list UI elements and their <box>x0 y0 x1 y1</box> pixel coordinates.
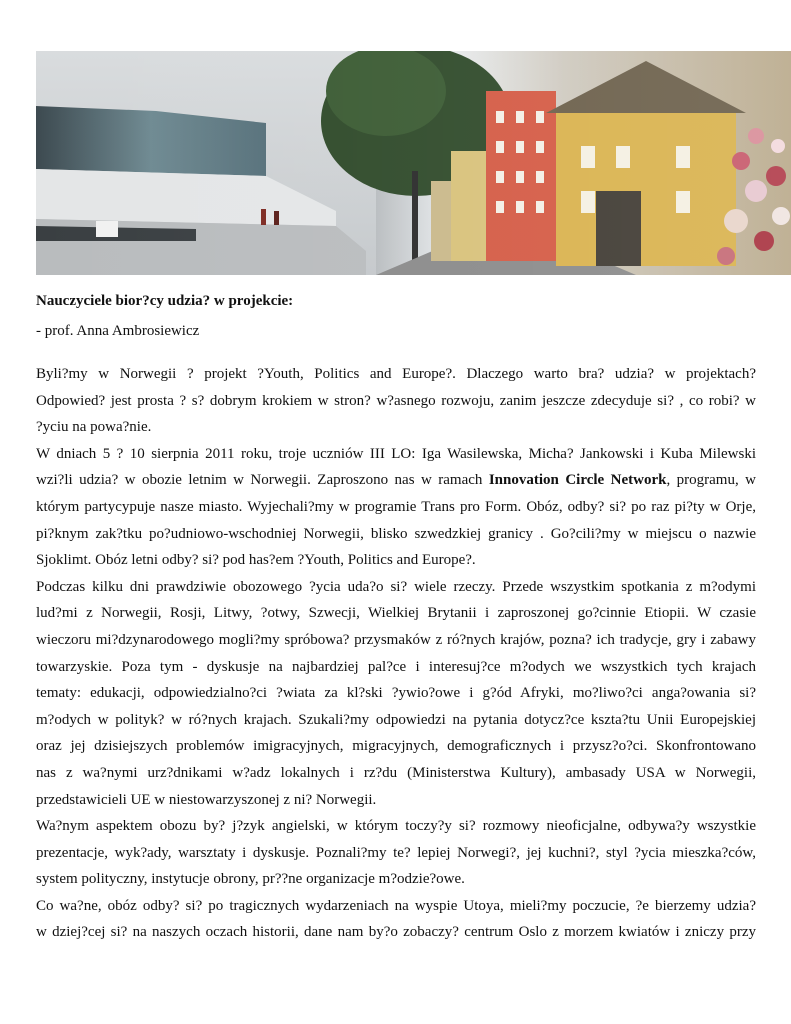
text-line: lud?mi z Norwegii, Rosji, Litwy, ?otwy, Szwecji, Wielkiej Brytanii i zaproszonej go?cinnie Etiopii. W czasie <box>36 605 756 622</box>
text-line: oraz jej dzisiejszych problemów imigracyjnych, migracyjnych, demograficznych i przysz?o?ci. Skonfrontowano <box>36 738 756 755</box>
text-line <box>36 467 756 494</box>
text-line: nas z wa?nymi urz?dnikami w?adz lokalnych i rz?du (Ministerstwa Kultury), ambasady USA w Norwegii, <box>36 764 756 781</box>
paragraph <box>36 441 756 574</box>
text-line: ?yciu na powa?nie. <box>36 419 152 436</box>
paragraph <box>36 361 756 441</box>
text-line: Byli?my w Norwegii ? projekt ?Youth, Politics and Europe?. Dlaczego warto bra? udzia? w projektach? <box>36 366 756 382</box>
article-body <box>36 361 756 946</box>
header-photo-collage <box>36 51 791 275</box>
text-line: prezentacje, wyk?ady, warsztaty i dyskusje. Poznali?my te? lepiej Norwegi?, jej kuchni?, styl ?ycia mieszka?ców, <box>36 844 756 861</box>
text-line: Sjoklimt. Obóz letni odby? si? pod has?em ?Youth, Politics and Europe?. <box>36 552 476 569</box>
paragraph <box>36 893 756 946</box>
text-line: W dniach 5 ? 10 sierpnia 2011 roku, troje uczniów III LO: Iga Wasilewska, Micha? Jankowski i Kuba Milewski <box>36 445 756 462</box>
text-line: pi?knym zak?tku po?udniowo-wschodniej Norwegii, blisko szwedzkiej granicy . Go?cili?my w miejscu o nazwie <box>36 525 756 542</box>
text-run: , programu, w <box>666 472 756 489</box>
text-line: wieczoru mi?dzynarodowego mogli?my spróbowa? przysmaków z ró?nych krajów, pozna? ich tradycje, gry i zabawy <box>36 631 756 648</box>
city-collage-photo <box>36 51 791 275</box>
text-line: towarzyskie. Poza tym - dyskusje na najbardziej pal?ce i interesuj?ce m?odych we wszystkich tych krajach <box>36 658 756 675</box>
text-line: system polityczny, instytucje obrony, pr??ne organizacje m?odzie?owe. <box>36 871 465 888</box>
participants-heading: Nauczyciele bior?cy udzia? w projekcie: <box>36 293 294 309</box>
paragraph <box>36 813 756 893</box>
text-line: Wa?nym aspektem obozu by? j?zyk angielski, w którym toczy?y si? rozmowy nieoficjalne, odbywa?y wszystkie <box>36 818 756 835</box>
text-line: przedstawicieli UE w niestowarzyszonej z ni? Norwegii. <box>36 791 377 808</box>
text-line: Podczas kilku dni prawdziwie obozowego ?ycia uda?o si? wiele rzeczy. Przede wszystkim spotkania z m?odymi <box>36 578 756 595</box>
organization-name: Innovation Circle Network <box>488 472 667 489</box>
text-line: Odpowied? jest prosta ? s? dobrym krokiem w stron? w?asnego rozwoju, zanim jeszcze zdecyduje si? , co robi? w <box>36 392 756 409</box>
text-run: wzi?li udzia? w obozie letnim w Norwegii. Zaproszono nas w ramach <box>36 472 489 489</box>
text-line: tematy: edukacji, odpowiedzialno?ci ?wiata za kl?ski ?ywio?owe i g?ód Afryki, mo?liwo?ci anga?owania si? <box>36 685 756 702</box>
paragraph <box>36 574 756 813</box>
teacher-name: - prof. Anna Ambrosiewicz <box>36 323 200 339</box>
text-line: Co wa?ne, obóz odby? si? po tragicznych wydarzeniach na wyspie Utoya, mieli?my poczucie, ?e bierzemy udzia? <box>36 897 756 914</box>
text-line: którym partycypuje nasze miasto. Wyjechali?my w programie Trans pro Form. Obóz, odby? si? po raz pi?ty w Orje, <box>36 498 756 515</box>
text-line: w dziej?cej si? na naszych oczach historii, dane nam by?o zobaczy? centrum Oslo z morzem kwiatów i zniczy przy <box>36 924 756 941</box>
text-line: m?odych w polityk? w ró?nych krajach. Szukali?my odpowiedzi na pytania dotycz?ce kszta?tu Unii Europejskiej <box>36 711 756 728</box>
